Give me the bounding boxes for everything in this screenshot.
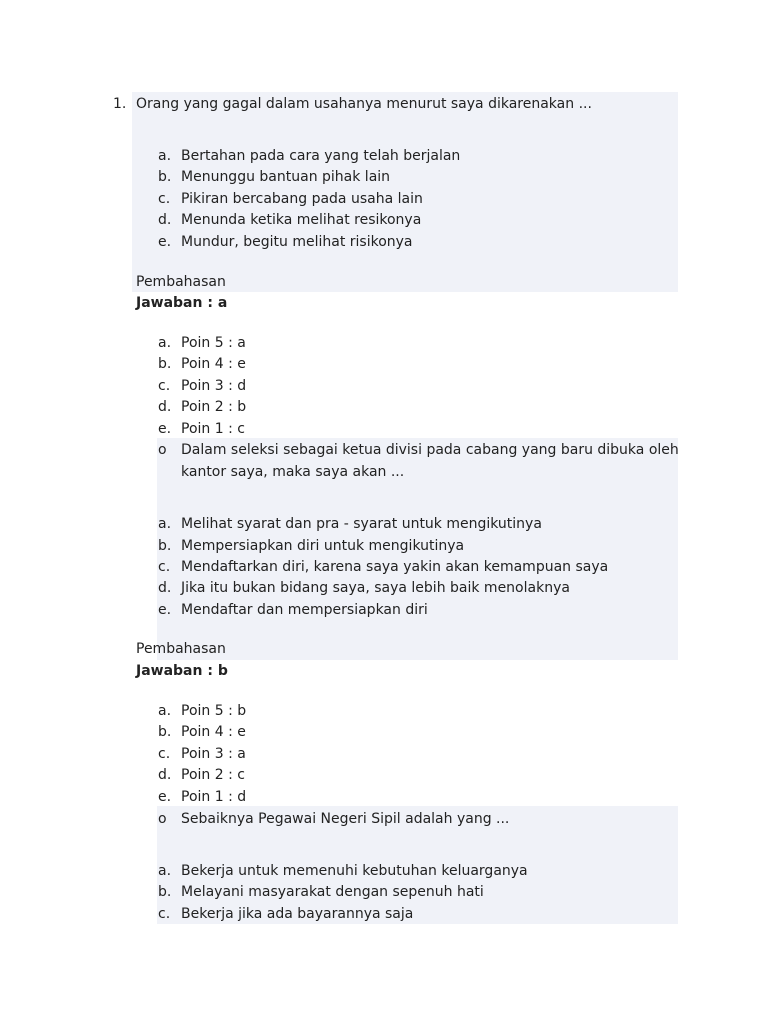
q3-option-letter: a. <box>158 863 172 879</box>
q2-option-text: Mendaftarkan diri, karena saya yakin akan kemampuan saya <box>181 559 609 575</box>
q2-option-letter: a. <box>158 516 172 532</box>
question-2-text-line-1: Dalam seleksi sebagai ketua divisi pada cabang yang baru dibuka oleh <box>181 442 679 458</box>
q2-option-letter: c. <box>158 559 171 575</box>
q2-point-letter: b. <box>158 724 172 740</box>
q3-option-text: Melayani masyarakat dengan sepenuh hati <box>181 884 484 900</box>
q1-option-text: Pikiran bercabang pada usaha lain <box>181 191 423 207</box>
q1-option-letter: d. <box>158 212 172 228</box>
q1-point-text: Poin 2 : b <box>181 399 247 415</box>
q2-point-letter: c. <box>158 746 171 762</box>
q2-point-letter: e. <box>158 789 172 805</box>
q2-option-letter: b. <box>158 538 172 554</box>
q2-option-text: Melihat syarat dan pra - syarat untuk mengikutinya <box>181 516 542 532</box>
q1-point-letter: e. <box>158 421 172 437</box>
question-3-text: Sebaiknya Pegawai Negeri Sipil adalah yang ... <box>181 811 510 827</box>
q1-point-text: Poin 1 : c <box>181 421 245 437</box>
q2-answer: Jawaban : b <box>136 663 228 679</box>
q2-point-text: Poin 2 : c <box>181 767 245 783</box>
q1-point-text: Poin 3 : d <box>181 378 247 394</box>
q2-point-text: Poin 5 : b <box>181 703 247 719</box>
question-1-number: 1. <box>113 96 127 112</box>
q1-point-letter: b. <box>158 356 172 372</box>
q2-point-text: Poin 1 : d <box>181 789 247 805</box>
question-2-text-line-2: kantor saya, maka saya akan ... <box>181 464 405 480</box>
q3-option-text: Bekerja untuk memenuhi kebutuhan keluarganya <box>181 863 528 879</box>
q2-option-text: Mempersiapkan diri untuk mengikutinya <box>181 538 465 554</box>
question-2-bullet: o <box>158 442 167 458</box>
question-3-bullet: o <box>158 811 167 827</box>
q1-option-letter: b. <box>158 169 172 185</box>
q2-point-letter: d. <box>158 767 172 783</box>
q1-option-letter: e. <box>158 234 172 250</box>
q2-point-text: Poin 3 : a <box>181 746 246 762</box>
q2-point-text: Poin 4 : e <box>181 724 246 740</box>
q1-option-letter: c. <box>158 191 171 207</box>
q2-option-letter: e. <box>158 602 172 618</box>
q1-option-text: Menunda ketika melihat resikonya <box>181 212 422 228</box>
q1-point-text: Poin 4 : e <box>181 356 246 372</box>
q1-point-text: Poin 5 : a <box>181 335 246 351</box>
q1-option-letter: a. <box>158 148 172 164</box>
q2-discussion-label: Pembahasan <box>136 641 226 657</box>
q1-answer: Jawaban : a <box>136 295 228 311</box>
q2-point-letter: a. <box>158 703 172 719</box>
q1-option-text: Bertahan pada cara yang telah berjalan <box>181 148 461 164</box>
q1-point-letter: c. <box>158 378 171 394</box>
q2-option-text: Jika itu bukan bidang saya, saya lebih baik menolaknya <box>181 580 570 596</box>
question-1-text: Orang yang gagal dalam usahanya menurut saya dikarenakan ... <box>136 96 592 112</box>
q2-option-text: Mendaftar dan mempersiapkan diri <box>181 602 428 618</box>
q1-option-text: Mundur, begitu melihat risikonya <box>181 234 413 250</box>
q2-option-letter: d. <box>158 580 172 596</box>
q3-option-letter: b. <box>158 884 172 900</box>
q3-option-text: Bekerja jika ada bayarannya saja <box>181 906 414 922</box>
q3-option-letter: c. <box>158 906 171 922</box>
q1-option-text: Menunggu bantuan pihak lain <box>181 169 391 185</box>
q1-point-letter: d. <box>158 399 172 415</box>
q1-discussion-label: Pembahasan <box>136 274 226 290</box>
q1-point-letter: a. <box>158 335 172 351</box>
